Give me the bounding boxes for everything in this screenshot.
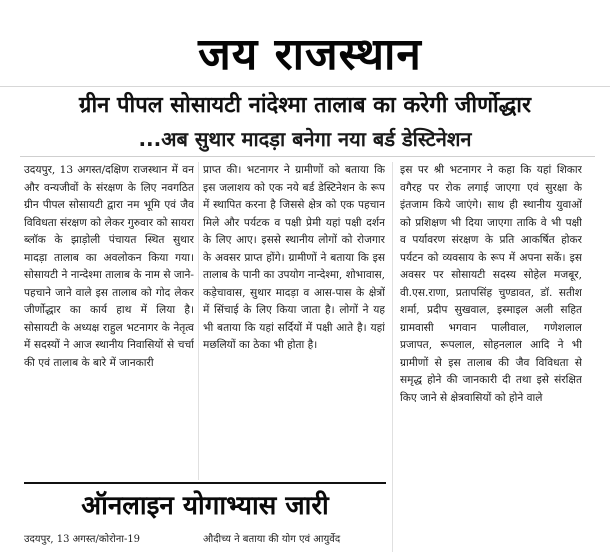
column-3-text: इस पर श्री भटनागर ने कहा कि यहां शिकार वगैरह पर रोक लगाई जाएगा एवं सुरक्षा के इंतजाम किये जाएंगे। साथ ही स्थानीय युवाओं को प्रशिक्षण भी दिया जाएगा ताकि वे भी पक्षी व पर्यावरण संरक्षण के प्रति आकर्षित होकर पर्यटन को व्यवसाय के रूप में अपना सकें। इस अवसर पर सोसायटी सदस्य सोहेल मजबूर, वी.एस.राणा, प्रतापसिंह चुण्डावत, डॉ. सतीश शर्मा, प्रदीप सुखवाल, इस्माइल अली सहित ग्रामवासी भगवान पालीवाल, गणेशलाल प्रजापत, रूपलाल, सोहनलाल आदि ने भी ग्रामीणों से इस तालाब की जैव विविधता से समृद्ध होने की जानकारी दी तथा इसे संरक्षित किए जाने से क्षेत्रवासियों को होने वाले	[400, 164, 582, 404]
column-2-text: प्राप्त की। भटनागर ने ग्रामीणों को बताया कि इस जलाशय को एक नये बर्ड डेस्टिनेशन के रूप में स्थापित करना है जिससे क्षेत्र को एक पहचान मिले और पर्यटक व पक्षी प्रेमी यहां पक्षी दर्शन के लिए आए। इससे स्थानीय लोगों को रोजगार के अवसर प्राप्त होंगे। ग्रामीणों ने बताया कि इस तालाब के पानी का उपयोग नान्देश्मा, शोभावास, कड़ेचावास, सुथार मादड़ा व आस-पास के क्षेत्रों में सिंचाई के लिए किया जाता है। लोगों ने यह भी बताया कि यहां सर्दियों में पक्षी आते है। यहां मछलियों का ठेका भी होता है।	[203, 164, 385, 351]
second-story-dateline: उदयपुर, 13 अगस्त/कोरोना-19	[24, 534, 141, 545]
headline-divider	[20, 156, 595, 157]
masthead-divider	[0, 86, 610, 87]
column-separator	[198, 162, 199, 480]
second-story-rule	[24, 482, 386, 484]
second-story-column-2: औदीच्य ने बताया की योग एवं आयुर्वेद	[203, 534, 341, 545]
second-story-headline: ऑनलाइन योगाभ्यास जारी	[81, 491, 329, 521]
column-separator	[392, 162, 393, 552]
article-column-1	[24, 162, 194, 480]
masthead	[150, 26, 470, 84]
article-column-3	[400, 162, 582, 552]
subheadline: ...अब सुथार मादड़ा बनेगा नया बर्ड डेस्टिनेशन	[138, 127, 472, 151]
headline: ग्रीन पीपल सोसायटी नांदेश्मा तालाब का करेगी जीर्णोद्धार	[79, 93, 531, 118]
article-column-2	[203, 162, 385, 480]
column-1-text: उदयपुर, 13 अगस्त/दक्षिण राजस्थान में वन और वन्यजीवों के संरक्षण के लिए नवगठित ग्रीन पीपल सोसायटी द्वारा नम भूमि एवं जैव विविधता संरक्षण को लेकर गुरुवार को सायरा ब्लॉक के झाड़ोली पंचायत स्थित सुथार मादड़ा तालाब का अवलोकन किया गया। सोसायटी ने नान्देश्मा तालाब के नाम से जाने-पहचाने जाने वाले इस तालाब को गोद लेकर जीर्णोद्धार का कार्य हाथ में लिया है। सोसायटी के अध्यक्ष राहुल भटनागर के नेतृत्व में सदस्यों ने आज स्थानीय निवासियों से चर्चा की एवं तालाब के बारे में जानकारी	[24, 164, 194, 369]
masthead-title: जय राजस्थान	[198, 29, 422, 80]
